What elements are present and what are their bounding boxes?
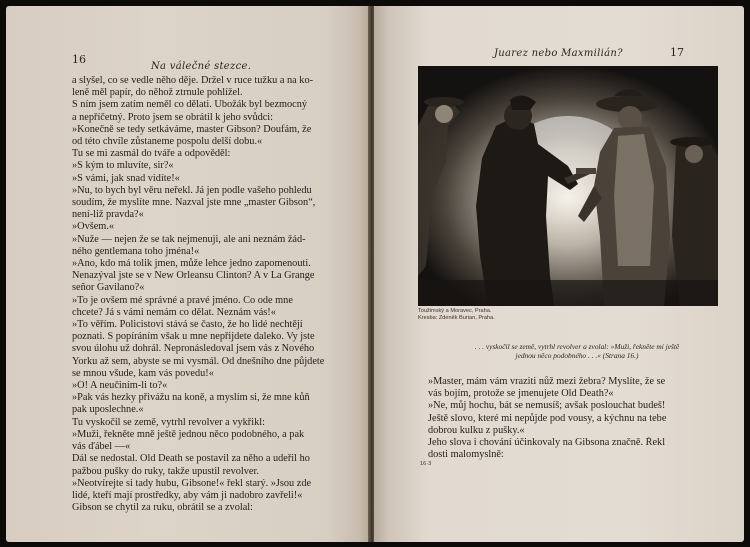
left-page-number: 16 bbox=[72, 53, 86, 66]
text-line: Nenazýval jste se v New Orleansu Clinton? A v La Grange bbox=[72, 270, 315, 282]
text-line: vás ďábel —« bbox=[72, 441, 131, 453]
caption-line: . . . vyskočil se země, vytrhl revolver a zvolal: »Muži, řekněte mi ještě bbox=[474, 342, 680, 351]
text-line: Dál se nedostal. Old Death se postavil za něho a udeřil ho bbox=[72, 453, 310, 465]
text-line: poznati. S popíráním však u mne nepřijdete daleko. Vy jste bbox=[72, 331, 315, 343]
gunfight-drawing bbox=[418, 66, 718, 306]
text-line: »Konečně se tedy setkáváme, master Gibson? Doufám, že bbox=[72, 123, 312, 135]
text-line: »Ne, můj hochu, bát se nemusíš; avšak poslouchat budeš! bbox=[428, 400, 666, 412]
text-line: »Nu, to bych byl věru neřekl. Já jen podle vašeho pohledu bbox=[72, 184, 312, 196]
text-line: lidé, kteří mají prostředky, aby vám ji nadobro zavřeli!« bbox=[72, 489, 303, 501]
right-page-number: 17 bbox=[670, 46, 684, 59]
illustration-credits bbox=[418, 308, 618, 322]
right-body-text bbox=[428, 376, 728, 461]
text-line: soudím, že myslíte mne. Nazval jste mne „master Gibson“, bbox=[72, 197, 316, 209]
text-line: Yorku až sem, abyste se mi vysmál. Od dnešního dne půjdete bbox=[72, 355, 325, 367]
text-line: »Ano, kdo má tolik jmen, může lehce jedno zapomenouti. bbox=[72, 258, 311, 270]
text-line: chcete? Já s vámi nemám co dělat. Neznám vás!« bbox=[72, 306, 276, 318]
caption-line: jednou něco podobného . . .« (Strana 16.) bbox=[515, 351, 639, 360]
text-line: pak uposlechne.« bbox=[72, 404, 144, 416]
text-line: ného gentlemana toho jména!« bbox=[72, 245, 200, 257]
text-line: »S vámi, jak snad vidíte!« bbox=[72, 172, 180, 184]
text-line: »To je ovšem mé správné a pravé jméno. Co ode mne bbox=[72, 294, 293, 306]
credit-artist: Kresba: Zdeněk Burian, Praha. bbox=[418, 315, 495, 321]
text-line: »Nuže — nejen že se tak nejmenuji, ale ani neznám žád- bbox=[72, 233, 306, 245]
text-line: »Muži, řekněte mně ještě jednou něco podobného, a pak bbox=[72, 428, 305, 440]
text-line: svou úlohu už dohrál. Nepronásledoval jsem vás z Nového bbox=[72, 343, 315, 355]
text-line: dosti malomyslně: bbox=[428, 449, 504, 461]
left-running-head: Na válečné stezce. bbox=[151, 61, 252, 72]
illustration-caption bbox=[434, 342, 720, 360]
text-line: leně měl papír, do něhož ztrnule pohlížel. bbox=[72, 87, 243, 99]
text-line: Jeho slova i chování účinkovaly na Gibsona značně. Řekl bbox=[428, 437, 666, 449]
text-line: Ještě slovo, které mi nepůjde pod vousy, a kýchnu na tebe bbox=[428, 412, 667, 424]
text-line: vás bojím, protože se jmenujete Old Death?« bbox=[428, 388, 614, 400]
text-line: S ním jsem zatím neměl co dělati. Ubožák byl bezmocný bbox=[72, 99, 308, 111]
text-line: »S kým to mluvíte, sir?« bbox=[72, 160, 174, 172]
text-line: »Ovšem.« bbox=[72, 221, 115, 233]
text-line: a slyšel, co se vedle něho děje. Držel v ruce tužku a na ko- bbox=[72, 75, 314, 86]
text-line: a nepříčetný. Proto jsem se obrátil k jeho svůdci: bbox=[72, 111, 274, 123]
illustration-image bbox=[418, 66, 718, 306]
text-line: señor Gavilano?« bbox=[72, 282, 145, 294]
text-line: »Master, mám vám vraziti nůž mezi žebra? Myslíte, že se bbox=[428, 376, 666, 387]
credit-publisher: Toužimský a Moravec, Praha. bbox=[418, 308, 492, 314]
text-line: dobrou kulku z pušky.« bbox=[428, 424, 525, 436]
text-line: »Pak vás hezky přivážu na koně, a myslím si, že mne kůň bbox=[72, 392, 310, 404]
text-line: Gibson se chytil za ruku, obrátil se a zvolal: bbox=[72, 502, 254, 514]
right-page bbox=[374, 6, 744, 542]
text-line: se mnou všude, kam vás povedu!« bbox=[72, 367, 214, 379]
text-line: »Ó! A neučiním-li to?« bbox=[72, 380, 168, 392]
text-line: není-liž pravda?« bbox=[72, 209, 144, 221]
text-line: Tu vyskočil se země, vytrhl revolver a vykřikl: bbox=[72, 416, 265, 428]
text-line: »Neotvírejte si tady hubu, Gibsone!« řekl starý. »Jsou zde bbox=[72, 477, 312, 489]
text-line: pažbou pušky do ruky, takže upustil revolver. bbox=[72, 465, 259, 477]
text-line: Tu se mi zasmál do tváře a odpověděl: bbox=[72, 148, 231, 160]
signature-mark: 16·3 bbox=[420, 461, 432, 467]
left-body-text bbox=[72, 75, 360, 514]
left-page bbox=[6, 6, 370, 542]
text-line: od této chvíle zůstaneme pospolu delší dobu.« bbox=[72, 136, 263, 148]
text-line: »To věřím. Policistovi stává se často, že ho lidé nechtějí bbox=[72, 319, 303, 331]
right-running-head: Juarez nebo Maxmilián? bbox=[494, 48, 623, 59]
